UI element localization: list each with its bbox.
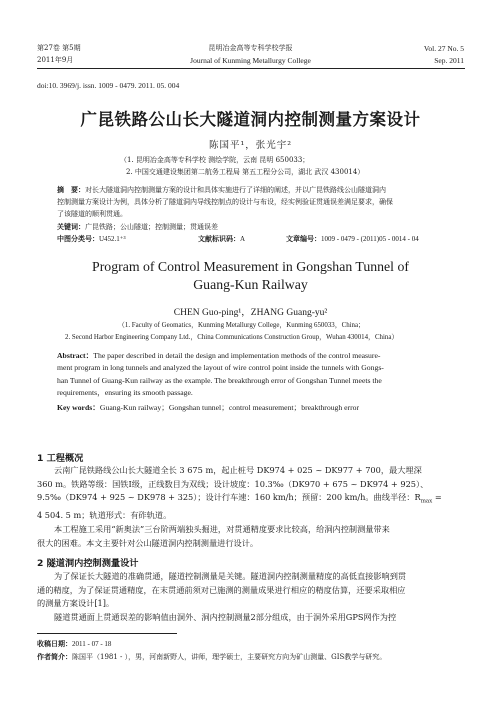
body-line: 4 504. 5 m；轨道形式：有砟轨道。 xyxy=(37,510,172,521)
abstract-cn-line: 控制测量方案设计为例，具体分析了隧道洞内导线控制点的设计与布设，经实例验证贯通误差满足要求，确保 xyxy=(57,198,393,206)
journal-title-en: Journal of Kunming Metallurgy College xyxy=(190,56,311,65)
keywords-cn-text: 广昆铁路；公山隧道；控制测量；贯通误差 xyxy=(85,223,218,231)
received-date xyxy=(37,639,111,649)
section-2-body xyxy=(37,570,469,624)
journal-title-cn: 昆明冶金高等专科学校学报 xyxy=(208,44,293,52)
keywords-en-text: Guang-Kun railway；Gongshan tunnel；control measurement；breakthrough error xyxy=(99,403,360,412)
article-number-value: 1009 - 0479 - (2011)05 - 0014 - 04 xyxy=(321,235,419,243)
body-line: 隧道贯通面上贯通误差的影响值由洞外、洞内控制测量2部分组成，由于洞外采用GPS网作为控 xyxy=(54,611,397,622)
body-line: 本工程施工采用“新奥法”三台阶两端独头掘进，对贯通精度要求比较高，给洞内控制测量带来 xyxy=(54,524,390,535)
keywords-en-label: Key words： xyxy=(57,403,100,412)
volume-issue-cn: 第27卷 第5期 xyxy=(37,44,81,52)
abstract-cn-line: 了该隧道的顺利贯通。 xyxy=(57,210,127,218)
abstract-en-line: han Tunnel of Guang-Kun railway as the example. The breakthrough error of Gongshan Tunnel meets the xyxy=(57,375,382,385)
authors-cn: 陈国平¹，张光宇² xyxy=(208,140,293,151)
document-code xyxy=(198,234,245,244)
affiliation-cn-1: （1. 昆明冶金高等专科学校 测绘学院，云南 昆明 650033； xyxy=(120,156,310,164)
received-value: 2011 - 07 - 18 xyxy=(72,640,112,648)
volume-issue-en: Vol. 27 No. 5 xyxy=(423,44,464,53)
abstract-en xyxy=(57,350,457,400)
body-line xyxy=(37,491,469,509)
keywords-cn xyxy=(57,222,218,232)
article-title-en-line2: Guang-Kun Railway xyxy=(193,277,308,292)
section-1-body xyxy=(37,464,469,550)
section-2-heading: 2 隧道洞内控制测量设计 xyxy=(37,558,139,569)
abstract-cn-label: 摘 要： xyxy=(57,185,85,194)
body-line: 360 m。铁路等级：国铁Ⅰ级，正线数目为双线；设计坡度：10.3‰（DK970 + 675 ~ DK974 + 925）、 xyxy=(37,478,429,489)
body-line: 的测量方案设计[1]。 xyxy=(37,598,115,609)
clc-value: U452.1⁺³ xyxy=(99,235,126,243)
date-en: Sep. 2011 xyxy=(434,56,464,65)
affiliation-cn-2: 2. 中国交通建设集团第二航务工程局 第五工程分公司，湖北 武汉 430014） xyxy=(126,168,365,176)
abstract-en-line: ment program in long tunnels and analyzed the layout of wire control point inside the tunnels with Gongs- xyxy=(57,363,384,373)
authors-en: CHEN Guo-ping¹，ZHANG Guang-yu² xyxy=(173,308,328,318)
document-code-value: A xyxy=(240,235,246,243)
body-line: 通的精度，为了保证贯通精度，在末贯通前须对已施测的测量成果进行相应的精度估算，还要采取相应 xyxy=(37,584,406,595)
author-bio-text: 陈国平（1981 - ），男，河南新野人，讲师，理学硕士，主要研究方向为矿山测量、GIS教学与研究。 xyxy=(72,653,387,661)
clc-number xyxy=(57,234,126,244)
body-line: 很大的困难。本文主要针对公山隧道洞内控制测量进行设计。 xyxy=(37,537,259,548)
article-number-label: 文章编号： xyxy=(286,234,321,243)
abstract-cn xyxy=(57,184,449,220)
subscript: max xyxy=(420,498,433,505)
abstract-en-line: The paper described in detail the design and implementation methods of the control measure- xyxy=(93,351,381,360)
author-bio xyxy=(37,652,386,662)
clc-label: 中图分类号： xyxy=(57,234,99,243)
footnote-rule xyxy=(37,633,177,634)
body-text: 9.5‰（DK974 + 925 ~ DK978 + 325）；设计行车速：160 km/h；预留：200 km/h。曲线半径：R xyxy=(37,492,421,503)
article-title-cn: 广昆铁路公山长大隧道洞内控制测量方案设计 xyxy=(80,110,421,129)
abstract-en-label: Abstract： xyxy=(57,351,94,360)
article-title-en-line1: Program of Control Measurement in Gongshan Tunnel of xyxy=(92,259,409,274)
section-1-heading: 1 工程概况 xyxy=(37,453,84,464)
author-bio-label: 作者简介： xyxy=(37,652,72,661)
body-line: 为了保证长大隧道的准确贯通，隧道控制测量是关键。隧道洞内控制测量精度的高低直接影响到贯 xyxy=(54,571,407,581)
article-number xyxy=(286,234,419,244)
abstract-en-line: requirements，ensuring its smooth passage. xyxy=(57,388,193,398)
body-text: = xyxy=(432,492,442,503)
header-rule xyxy=(37,68,465,69)
keywords-cn-label: 关键词： xyxy=(57,222,85,231)
affiliation-en-1: （1. Faculty of Geomatics，Kunming Metallurgy College，Kunming 650033，China； xyxy=(118,322,365,329)
document-code-label: 文献标识码： xyxy=(198,234,240,243)
keywords-en xyxy=(57,402,359,413)
received-label: 收稿日期： xyxy=(37,639,72,648)
doi: doi:10. 3969/j. issn. 1009 - 0479. 2011. 05. 004 xyxy=(37,81,180,90)
abstract-cn-line: 对长大隧道洞内控制测量方案的设计和具体实施进行了详细的阐述，并以广昆铁路线公山隧道洞内 xyxy=(85,186,386,194)
date-cn: 2011年9月 xyxy=(37,56,74,64)
affiliation-en-2: 2. Second Harbor Engineering Company Ltd.，China Communications Construction Group，Wuhan 430014，China） xyxy=(65,334,399,341)
body-line: 云南广昆铁路线公山长大隧道全长 3 675 m，起止桩号 DK974 + 025 ~ DK977 + 700，最大埋深 xyxy=(54,465,422,475)
